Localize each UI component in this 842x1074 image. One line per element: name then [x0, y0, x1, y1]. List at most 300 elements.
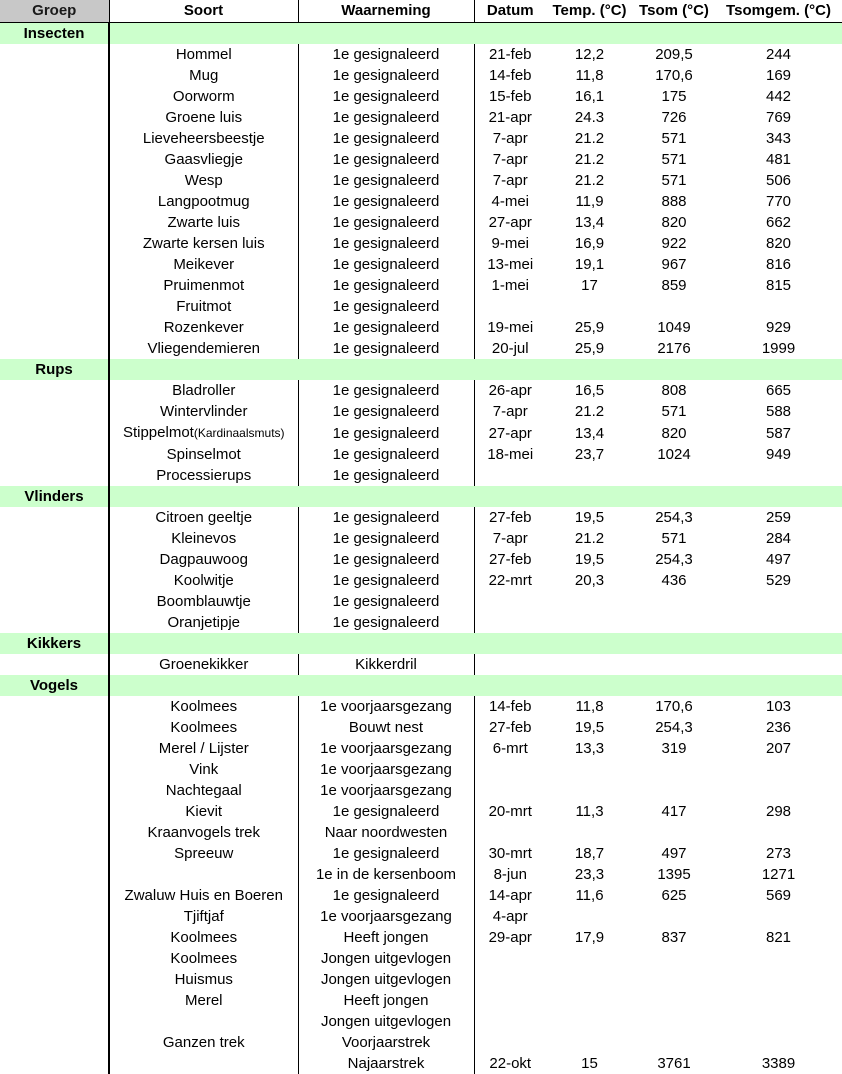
cell-waarneming: Naar noordwesten [298, 822, 474, 843]
cell-tsom [633, 1032, 715, 1053]
header-tsomgem: Tsomgem. (°C) [715, 0, 842, 23]
cell-tsomgem: 3389 [761, 1055, 796, 1072]
group-cell [0, 948, 109, 969]
cell-tsom: 571 [661, 130, 687, 147]
group-fill-cell [546, 633, 633, 654]
cell-waarneming: 1e gesignaleerd [298, 107, 474, 128]
cell-tsomgem [715, 296, 842, 317]
cell-tsom [633, 990, 715, 1011]
cell-temp: 12,2 [574, 46, 605, 63]
cell-soort: Koolwitje [109, 570, 298, 591]
group-cell [0, 654, 109, 675]
cell-tsom: 175 [661, 88, 687, 105]
cell-tsom: 254,3 [655, 551, 693, 568]
cell-datum: 15-feb [488, 88, 532, 105]
cell-temp: 13,3 [574, 740, 605, 757]
cell-temp: 11,6 [575, 887, 604, 904]
cell-datum: 7-apr [492, 151, 528, 168]
cell-tsomgem [715, 612, 842, 633]
group-fill-cell [633, 23, 715, 45]
cell-waarneming: 1e gesignaleerd [298, 338, 474, 359]
cell-datum: 27-apr [488, 214, 532, 231]
cell-tsom: 808 [661, 382, 687, 399]
group-cell [0, 801, 109, 822]
group-fill-cell [715, 23, 842, 45]
group-cell [0, 822, 109, 843]
group-cell [0, 128, 109, 149]
table-row [0, 338, 842, 359]
cell-tsom [633, 969, 715, 990]
cell-temp: 11,8 [575, 698, 604, 715]
cell-datum: 4-mei [491, 193, 529, 210]
table-row [0, 969, 842, 990]
table-row [0, 885, 842, 906]
cell-tsom: 1049 [657, 319, 691, 336]
cell-temp: 21.2 [574, 151, 605, 168]
cell-tsomgem: 588 [765, 403, 792, 420]
table-row [0, 612, 842, 633]
cell-datum [474, 465, 546, 486]
group-name: Rups [0, 359, 109, 380]
header-soort: Soort [109, 0, 298, 23]
table-row [0, 696, 842, 717]
table-row [0, 444, 842, 465]
group-fill-cell [109, 359, 298, 380]
cell-soort: Gaasvliegje [109, 149, 298, 170]
cell-tsomgem [715, 759, 842, 780]
cell-soort: Zwarte kersen luis [109, 233, 298, 254]
cell-tsom: 571 [661, 172, 687, 189]
cell-datum: 22-okt [489, 1055, 532, 1072]
cell-tsomgem: 1271 [761, 866, 796, 883]
cell-tsomgem [715, 948, 842, 969]
cell-datum: 27-feb [488, 551, 532, 568]
cell-datum: 29-apr [488, 929, 532, 946]
group-header-row [0, 359, 842, 380]
cell-tsom [633, 948, 715, 969]
cell-datum [474, 990, 546, 1011]
group-cell [0, 380, 109, 401]
table-row [0, 591, 842, 612]
cell-temp: 11,9 [575, 193, 604, 210]
cell-waarneming: 1e gesignaleerd [298, 254, 474, 275]
cell-temp [546, 822, 633, 843]
cell-datum: 19-mei [487, 319, 534, 336]
table-row [0, 1032, 842, 1053]
group-fill-cell [715, 486, 842, 507]
group-cell [0, 612, 109, 633]
cell-waarneming: 1e gesignaleerd [298, 444, 474, 465]
cell-tsom: 254,3 [655, 719, 693, 736]
cell-waarneming: 1e voorjaarsgezang [298, 759, 474, 780]
cell-temp [546, 465, 633, 486]
table-row [0, 843, 842, 864]
cell-tsomgem: 1999 [761, 340, 796, 357]
group-cell [0, 338, 109, 359]
cell-tsom: 888 [661, 193, 687, 210]
cell-temp: 23,7 [574, 446, 605, 463]
cell-waarneming: 1e gesignaleerd [298, 885, 474, 906]
cell-tsomgem [715, 465, 842, 486]
group-fill-cell [298, 675, 474, 696]
cell-waarneming: 1e gesignaleerd [298, 296, 474, 317]
cell-tsomgem: 770 [765, 193, 792, 210]
cell-soort [109, 864, 298, 885]
header-datum: Datum [474, 0, 546, 23]
cell-temp [546, 1032, 633, 1053]
cell-soort: Koolmees [109, 948, 298, 969]
group-fill-cell [109, 486, 298, 507]
cell-tsom [633, 906, 715, 927]
table-row [0, 191, 842, 212]
cell-temp: 25,9 [574, 340, 605, 357]
cell-temp: 25,9 [574, 319, 605, 336]
cell-datum [474, 1011, 546, 1032]
table-row [0, 422, 842, 444]
header-tsom: Tsom (°C) [633, 0, 715, 23]
group-cell [0, 275, 109, 296]
cell-waarneming: 1e gesignaleerd [298, 191, 474, 212]
group-cell [0, 507, 109, 528]
cell-tsomgem: 103 [765, 698, 792, 715]
cell-soort: Ganzen trek [109, 1032, 298, 1053]
cell-temp: 11,8 [575, 67, 604, 84]
group-cell [0, 885, 109, 906]
table-row [0, 212, 842, 233]
cell-tsom: 254,3 [655, 509, 693, 526]
group-header-row [0, 633, 842, 654]
cell-tsom: 726 [661, 109, 687, 126]
cell-datum: 9-mei [491, 235, 529, 252]
cell-temp: 13,4 [574, 424, 605, 442]
cell-tsomgem: 259 [765, 509, 792, 526]
cell-waarneming: 1e gesignaleerd [298, 86, 474, 107]
cell-waarneming: 1e gesignaleerd [298, 128, 474, 149]
cell-waarneming: Jongen uitgevlogen [298, 969, 474, 990]
table-row [0, 507, 842, 528]
cell-datum: 27-feb [488, 719, 532, 736]
cell-soort: Pruimenmot [109, 275, 298, 296]
group-fill-cell [633, 675, 715, 696]
group-cell [0, 149, 109, 170]
group-cell [0, 528, 109, 549]
cell-temp [546, 969, 633, 990]
group-name: Insecten [0, 23, 109, 45]
cell-tsom: 170,6 [655, 698, 693, 715]
cell-tsomgem: 662 [765, 214, 792, 231]
cell-waarneming: 1e gesignaleerd [298, 233, 474, 254]
cell-tsom: 571 [661, 530, 687, 547]
cell-soort: Koolmees [109, 717, 298, 738]
cell-datum [474, 948, 546, 969]
cell-waarneming: Jongen uitgevlogen [298, 1011, 474, 1032]
group-cell [0, 317, 109, 338]
group-fill-cell [298, 359, 474, 380]
cell-tsom [633, 654, 715, 675]
cell-tsomgem: 343 [765, 130, 792, 147]
cell-waarneming: 1e gesignaleerd [298, 401, 474, 422]
group-fill-cell [298, 23, 474, 45]
cell-tsomgem: 273 [765, 845, 792, 862]
group-fill-cell [298, 486, 474, 507]
group-fill-cell [633, 633, 715, 654]
cell-soort: Langpootmug [109, 191, 298, 212]
table-row [0, 927, 842, 948]
group-cell [0, 401, 109, 422]
cell-tsom [633, 296, 715, 317]
table-row [0, 906, 842, 927]
cell-waarneming: Voorjaarstrek [298, 1032, 474, 1053]
table-row [0, 570, 842, 591]
table-row [0, 380, 842, 401]
cell-temp: 16,9 [574, 235, 605, 252]
table-row [0, 254, 842, 275]
group-cell [0, 780, 109, 801]
cell-datum: 4-apr [492, 908, 528, 925]
cell-tsomgem: 587 [765, 424, 792, 442]
cell-soort: Mug [109, 65, 298, 86]
cell-tsomgem [715, 591, 842, 612]
group-cell [0, 254, 109, 275]
cell-temp: 17 [581, 277, 598, 294]
cell-soort: Dagpauwoog [109, 549, 298, 570]
cell-tsom: 497 [661, 845, 687, 862]
group-cell [0, 549, 109, 570]
cell-waarneming: Jongen uitgevlogen [298, 948, 474, 969]
cell-waarneming: 1e gesignaleerd [298, 170, 474, 191]
cell-waarneming: 1e gesignaleerd [298, 801, 474, 822]
cell-tsom [633, 822, 715, 843]
table-row [0, 44, 842, 65]
cell-soort: Kievit [109, 801, 298, 822]
cell-waarneming: 1e gesignaleerd [298, 528, 474, 549]
cell-temp: 20,3 [574, 572, 605, 589]
cell-temp: 19,5 [574, 719, 605, 736]
cell-soort: Vink [109, 759, 298, 780]
cell-tsomgem [715, 822, 842, 843]
cell-tsomgem: 529 [765, 572, 792, 589]
cell-soort: Nachtegaal [109, 780, 298, 801]
group-cell [0, 570, 109, 591]
cell-soort: Groenekikker [109, 654, 298, 675]
cell-soort: Groene luis [109, 107, 298, 128]
cell-datum: 18-mei [487, 446, 534, 463]
cell-soort: Spreeuw [109, 843, 298, 864]
cell-soort: Zwaluw Huis en Boeren [109, 885, 298, 906]
cell-waarneming: 1e gesignaleerd [298, 549, 474, 570]
cell-waarneming: Heeft jongen [298, 927, 474, 948]
cell-tsom: 3761 [657, 1055, 691, 1072]
cell-waarneming: 1e gesignaleerd [298, 570, 474, 591]
group-header-row [0, 486, 842, 507]
cell-temp [546, 780, 633, 801]
table-row [0, 528, 842, 549]
cell-tsom: 859 [661, 277, 687, 294]
cell-tsom [633, 465, 715, 486]
group-cell [0, 1011, 109, 1032]
group-cell [0, 107, 109, 128]
cell-tsom: 922 [661, 235, 687, 252]
group-cell [0, 422, 109, 444]
cell-tsomgem [715, 906, 842, 927]
cell-temp: 16,1 [574, 88, 605, 105]
cell-temp: 18,7 [574, 845, 605, 862]
table-row [0, 948, 842, 969]
cell-temp: 16,5 [574, 382, 605, 399]
group-fill-cell [546, 359, 633, 380]
cell-tsomgem: 207 [765, 740, 792, 757]
group-header-row [0, 675, 842, 696]
table-row [0, 801, 842, 822]
cell-datum: 1-mei [491, 277, 529, 294]
cell-waarneming: 1e voorjaarsgezang [298, 780, 474, 801]
cell-soort: Merel / Lijster [109, 738, 298, 759]
cell-temp: 21.2 [574, 530, 605, 547]
cell-soort: Meikever [109, 254, 298, 275]
cell-soort [109, 1053, 298, 1074]
cell-datum [474, 296, 546, 317]
cell-soort: Citroen geeltje [109, 507, 298, 528]
cell-temp [546, 591, 633, 612]
cell-tsomgem [715, 1011, 842, 1032]
cell-temp: 19,5 [574, 509, 605, 526]
cell-temp [546, 948, 633, 969]
cell-waarneming: 1e gesignaleerd [298, 65, 474, 86]
table-row [0, 1053, 842, 1074]
cell-waarneming: 1e gesignaleerd [298, 507, 474, 528]
group-cell [0, 927, 109, 948]
cell-soort: Spinselmot [109, 444, 298, 465]
cell-tsomgem: 236 [765, 719, 792, 736]
cell-temp [546, 759, 633, 780]
group-fill-cell [109, 633, 298, 654]
cell-tsom: 2176 [657, 340, 691, 357]
cell-soort: Merel [109, 990, 298, 1011]
soort-name: Stippelmot [122, 424, 194, 441]
cell-soort [109, 1011, 298, 1032]
group-cell [0, 591, 109, 612]
cell-tsom: 1024 [657, 446, 691, 463]
cell-tsomgem: 569 [765, 887, 792, 904]
cell-datum: 8-jun [493, 866, 527, 883]
cell-tsomgem [715, 990, 842, 1011]
cell-temp [546, 1011, 633, 1032]
cell-temp: 23,3 [574, 866, 605, 883]
cell-temp: 19,1 [574, 256, 605, 273]
cell-tsomgem [715, 969, 842, 990]
cell-soort: Rozenkever [109, 317, 298, 338]
cell-waarneming: Bouwt nest [298, 717, 474, 738]
group-cell [0, 696, 109, 717]
group-fill-cell [474, 486, 546, 507]
cell-tsom [633, 1011, 715, 1032]
group-fill-cell [474, 359, 546, 380]
cell-soort: Vliegendemieren [109, 338, 298, 359]
group-cell [0, 864, 109, 885]
cell-temp [546, 906, 633, 927]
cell-tsom: 417 [661, 803, 687, 820]
table-row [0, 296, 842, 317]
cell-temp: 21.2 [574, 172, 605, 189]
cell-tsomgem [715, 654, 842, 675]
cell-waarneming: 1e gesignaleerd [298, 591, 474, 612]
group-fill-cell [109, 23, 298, 45]
cell-temp: 24.3 [574, 109, 605, 126]
cell-datum: 7-apr [492, 130, 528, 147]
cell-datum [474, 969, 546, 990]
cell-waarneming: 1e gesignaleerd [298, 275, 474, 296]
cell-waarneming: 1e gesignaleerd [298, 44, 474, 65]
soort-note: (Kardinaalsmuts) [193, 426, 285, 440]
cell-waarneming: 1e gesignaleerd [298, 422, 474, 444]
group-cell [0, 1053, 109, 1074]
table-row [0, 864, 842, 885]
table-row [0, 654, 842, 675]
group-cell [0, 990, 109, 1011]
cell-tsom: 1395 [657, 866, 691, 883]
table-row [0, 465, 842, 486]
cell-soort: Hommel [109, 44, 298, 65]
cell-tsom: 625 [661, 887, 687, 904]
cell-tsomgem: 821 [765, 929, 792, 946]
cell-tsomgem: 244 [765, 46, 792, 63]
cell-waarneming: 1e gesignaleerd [298, 212, 474, 233]
cell-waarneming: 1e gesignaleerd [298, 317, 474, 338]
cell-waarneming: Kikkerdril [298, 654, 474, 675]
cell-datum [474, 822, 546, 843]
cell-datum [474, 1032, 546, 1053]
cell-soort: Bladroller [109, 380, 298, 401]
table-row [0, 86, 842, 107]
group-cell [0, 191, 109, 212]
header-groep: Groep [0, 0, 109, 23]
cell-datum: 14-feb [488, 67, 532, 84]
cell-tsomgem: 816 [765, 256, 792, 273]
cell-tsomgem: 481 [765, 151, 792, 168]
group-fill-cell [298, 633, 474, 654]
cell-datum: 14-feb [488, 698, 532, 715]
cell-tsom: 820 [661, 424, 687, 442]
table-row [0, 822, 842, 843]
cell-temp: 21.2 [574, 130, 605, 147]
cell-temp [546, 612, 633, 633]
group-cell [0, 465, 109, 486]
group-fill-cell [633, 359, 715, 380]
cell-tsomgem [715, 1032, 842, 1053]
cell-tsomgem: 442 [765, 88, 792, 105]
cell-datum: 20-mrt [488, 803, 532, 820]
cell-datum [474, 780, 546, 801]
cell-soort: Kleinevos [109, 528, 298, 549]
header-row [0, 0, 842, 23]
group-fill-cell [715, 633, 842, 654]
cell-soort: Oranjetipje [109, 612, 298, 633]
cell-temp: 15 [581, 1055, 598, 1072]
table-row [0, 549, 842, 570]
table-row [0, 1011, 842, 1032]
cell-datum: 20-jul [491, 340, 529, 357]
table-row [0, 759, 842, 780]
cell-tsomgem: 949 [765, 446, 792, 463]
group-cell [0, 296, 109, 317]
cell-tsomgem: 169 [765, 67, 792, 84]
cell-waarneming: 1e gesignaleerd [298, 380, 474, 401]
group-fill-cell [474, 23, 546, 45]
cell-tsomgem: 506 [765, 172, 792, 189]
cell-waarneming: 1e voorjaarsgezang [298, 696, 474, 717]
cell-tsom: 319 [661, 740, 687, 757]
group-fill-cell [546, 675, 633, 696]
